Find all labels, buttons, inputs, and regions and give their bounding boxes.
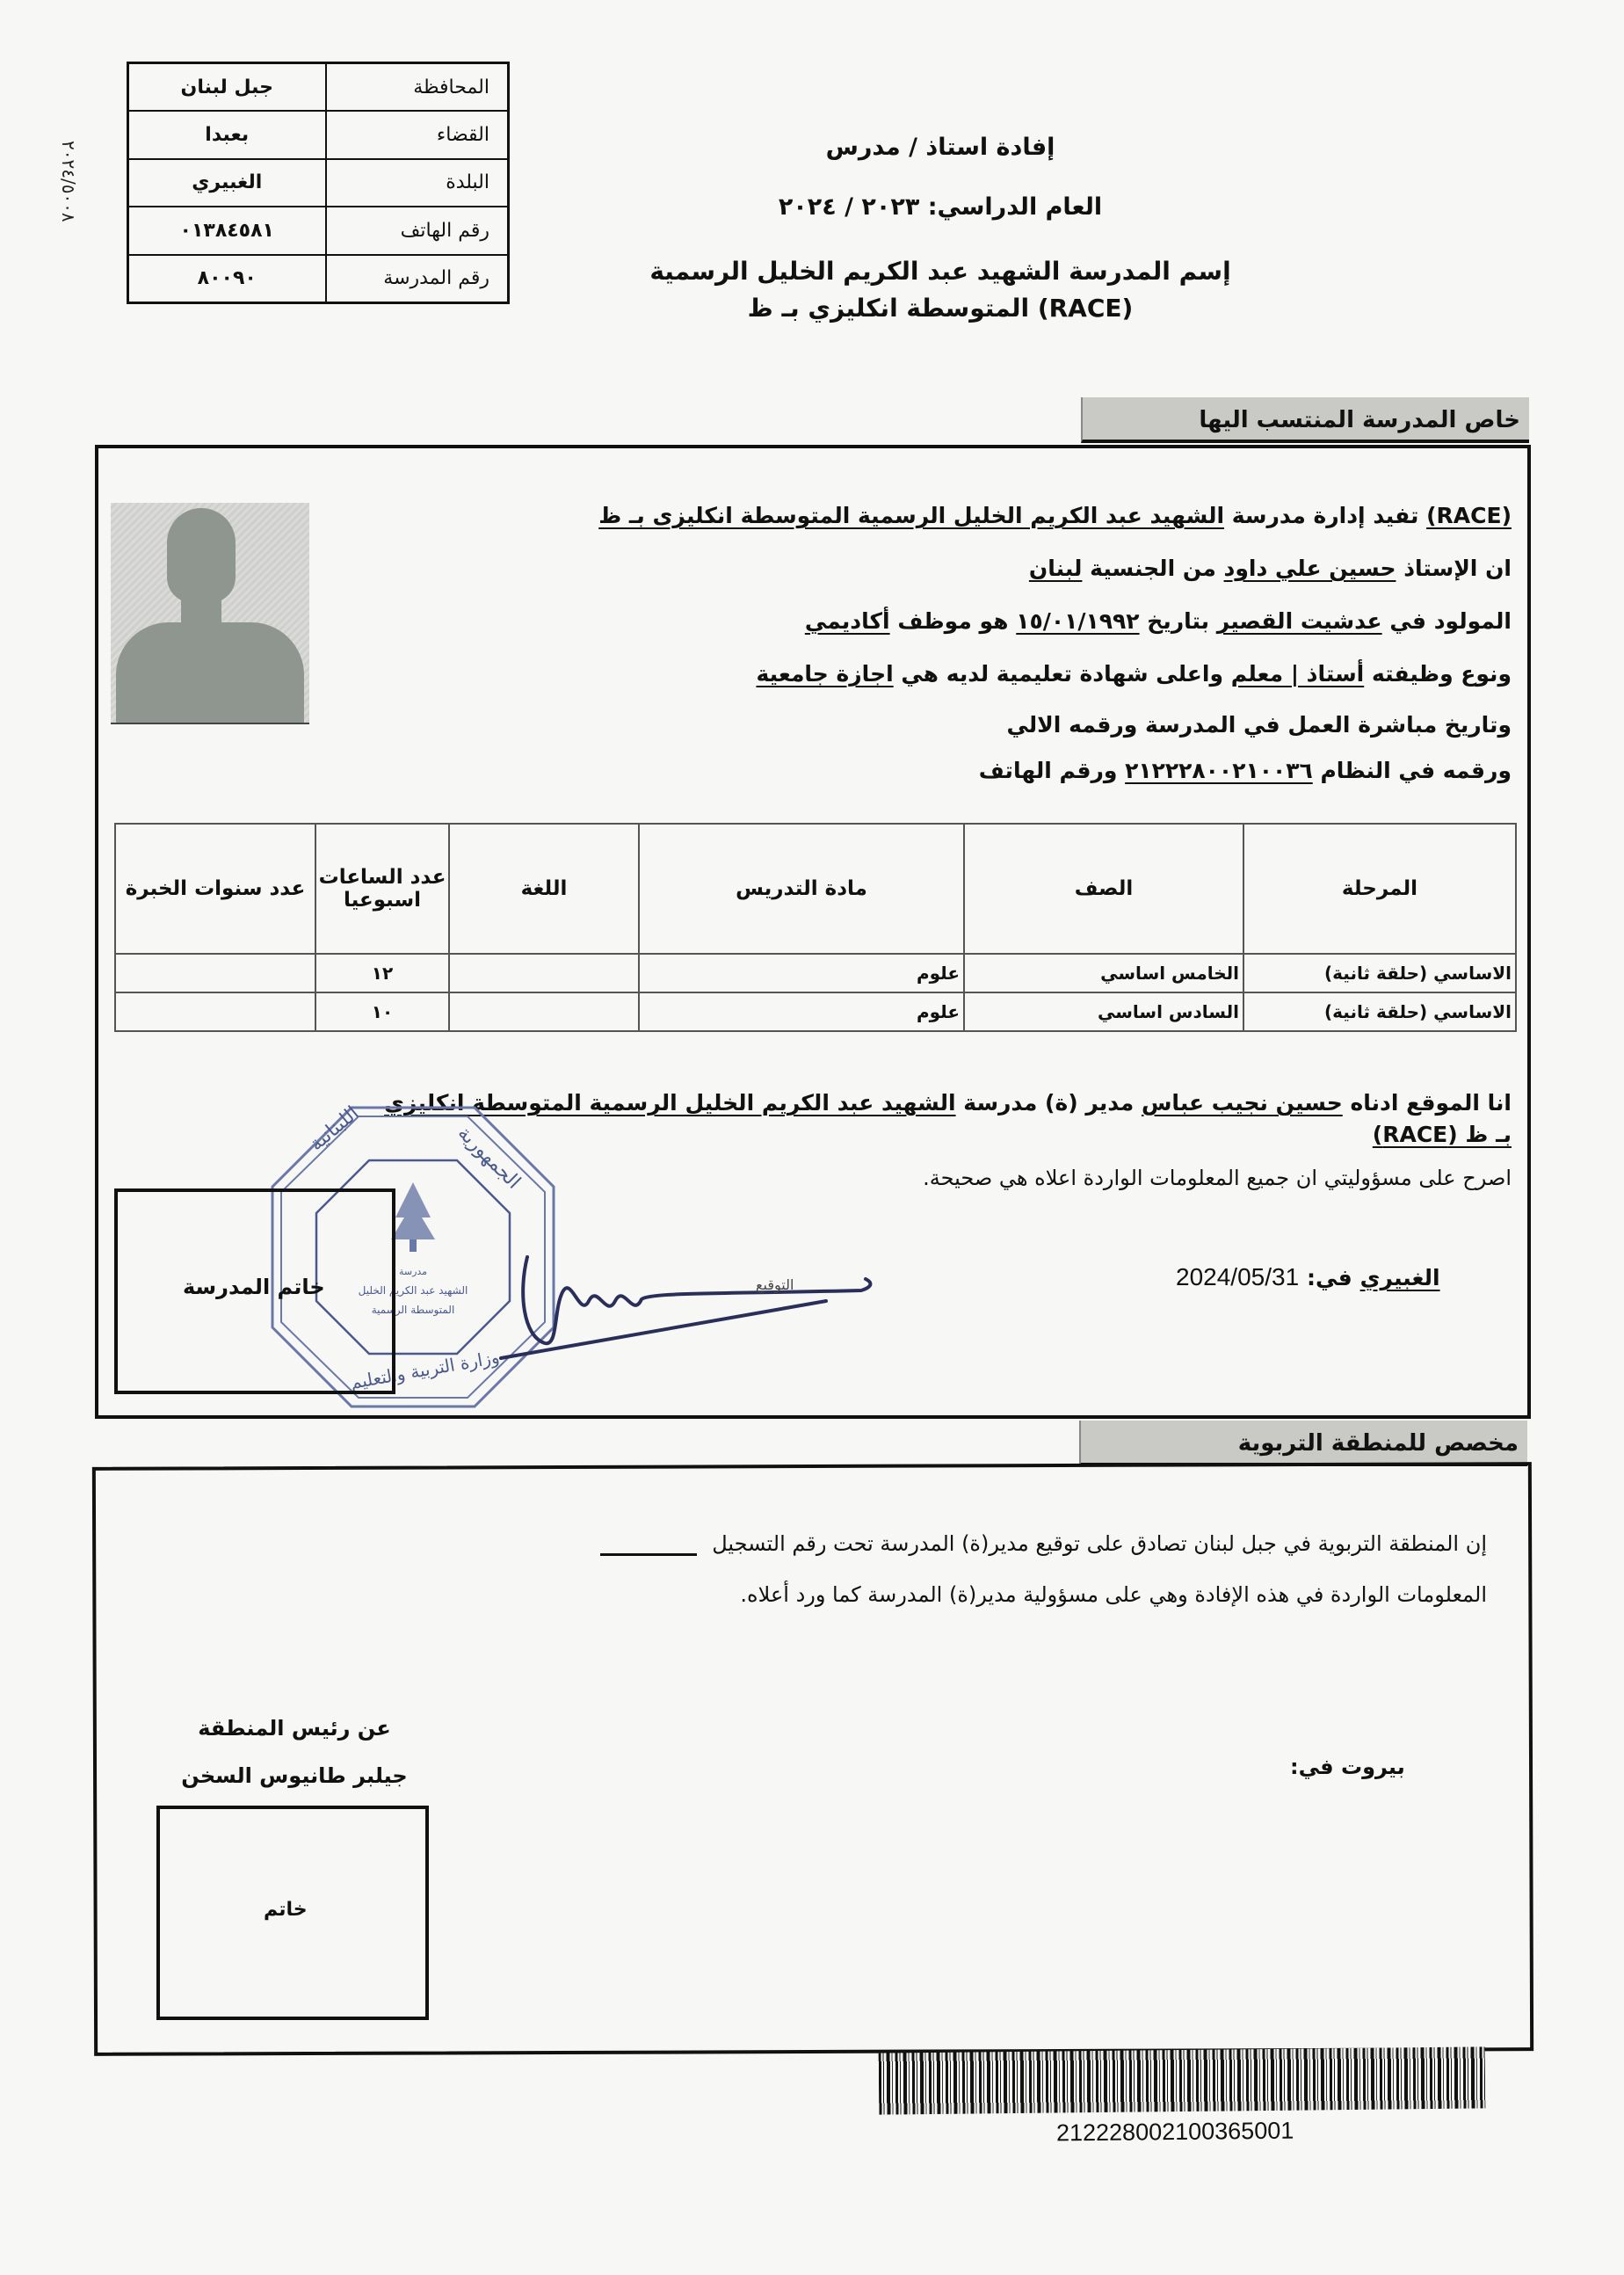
school-name-field: الشهيد عبد الكريم الخليل الرسمية المتوسطة انكليزي (384, 1090, 956, 1116)
school-info-table (127, 62, 510, 304)
column-header: عدد سنوات الخبرة (115, 824, 315, 954)
director-signature-icon (475, 1239, 888, 1363)
nationality-field: لبنان (1028, 556, 1083, 581)
region-place-date-label: بيروت في: (1290, 1755, 1405, 1779)
text: مدير (ة) مدرسة (963, 1090, 1135, 1116)
job-type-field: أستاذ | معلم (1230, 661, 1365, 687)
table-row (115, 992, 1516, 1031)
info-row-governorate (128, 63, 509, 112)
column-header: المرحلة (1243, 824, 1516, 954)
text: تفيد إدارة مدرسة (1231, 503, 1419, 528)
svg-text:الجمهورية: الجمهورية (453, 1122, 525, 1194)
statement-line-3 (805, 608, 1512, 634)
academic-year: العام الدراسي: ٢٠٢٣ / ٢٠٢٤ (778, 193, 1103, 221)
info-label: رقم المدرسة (326, 255, 509, 303)
table-cell: الاساسي (حلقة ثانية) (1243, 954, 1516, 992)
svg-text:وزارة التربية والتعليم: وزارة التربية والتعليم (348, 1346, 501, 1393)
place-field: الغبيري (1359, 1265, 1440, 1290)
table-cell (449, 954, 639, 992)
text: إن المنطقة التربوية في جبل لبنان تصادق على توقيع مدير(ة) المدرسة تحت رقم التسجيل (712, 1531, 1487, 1556)
birth-place-field: عدشيت القصير (1216, 608, 1382, 634)
handwritten-reference: ٢٠٢٤/٥٠٠٨ (58, 141, 79, 222)
info-row-town (128, 159, 509, 207)
section-header-region: مخصص للمنطقة التربوية (1079, 1421, 1527, 1466)
avatar-neck-shape (181, 591, 221, 626)
text: بتاريخ (1147, 608, 1210, 634)
avatar-body-icon (116, 622, 304, 724)
table-cell: السادس اساسي (964, 992, 1243, 1031)
table-cell: علوم (639, 954, 964, 992)
document-title: إفادة استاذ / مدرس (825, 134, 1055, 161)
text: من الجنسية (1090, 556, 1216, 581)
info-row-phone (128, 207, 509, 255)
statement-line-4 (756, 661, 1512, 687)
text: المولود في (1389, 608, 1512, 634)
text: ورقم الهاتف (978, 758, 1118, 783)
school-name-line2: (RACE) المتوسطة انكليزي بـ ظ (747, 294, 1134, 323)
info-row-district (128, 111, 509, 159)
employee-type-field: أكاديمي (804, 608, 890, 634)
column-header: اللغة (449, 824, 639, 954)
declaration-statement: اصرح على مسؤوليتي ان جميع المعلومات الواردة اعلاه هي صحيحة. (923, 1166, 1512, 1190)
table-row (115, 954, 1516, 992)
text: انا الموقع ادناه (1350, 1090, 1512, 1116)
svg-text:المتوسطة الرسمية: المتوسطة الرسمية (371, 1304, 455, 1316)
school-stamp-label: خاتم المدرسة (183, 1275, 325, 1299)
text: ونوع وظيفته (1371, 661, 1512, 687)
system-number-field: ٢١٢٢٢٨٠٠٢١٠٠٣٦ (1125, 758, 1313, 783)
statement-line-6 (979, 758, 1512, 783)
table-cell: ١٢ (315, 954, 449, 992)
place-date (1176, 1262, 1440, 1291)
signature-label: التوقيع (756, 1276, 794, 1293)
column-header: الصف (964, 824, 1243, 954)
info-value: الغبيري (128, 159, 326, 207)
table-cell: الاساسي (حلقة ثانية) (1243, 992, 1516, 1031)
region-head-title: عن رئيس المنطقة (198, 1716, 391, 1741)
region-stamp-label: خاتم (264, 1899, 308, 1921)
info-label: المحافظة (326, 63, 509, 112)
column-header: عدد الساعات اسبوعيا (315, 824, 449, 954)
director-name-field: حسين نجيب عباس (1141, 1090, 1343, 1116)
info-value: بعبدا (128, 111, 326, 159)
school-name-line1: إسم المدرسة الشهيد عبد الكريم الخليل الرسمية (649, 257, 1231, 286)
table-cell: الخامس اساسي (964, 954, 1243, 992)
text: واعلى شهادة تعليمية لديه هي (901, 661, 1223, 687)
info-value: ٠١٣٨٤٥٨١ (128, 207, 326, 255)
statement-line-2 (1029, 556, 1512, 581)
barcode-icon (879, 2046, 1486, 2114)
region-line-2: المعلومات الواردة في هذه الإفادة وهي على مسؤولية مدير(ة) المدرسة كما ورد أعلاه. (740, 1582, 1487, 1607)
info-value: جبل لبنان (128, 63, 326, 112)
info-label: البلدة (326, 159, 509, 207)
svg-text:اللبنانية: اللبنانية (305, 1101, 364, 1156)
race-tag: (RACE) (1426, 503, 1512, 528)
info-value: ٨٠٠٩٠ (128, 255, 326, 303)
table-cell (115, 954, 315, 992)
barcode-number: 212228002100365001 (1055, 2117, 1294, 2147)
teacher-photo-placeholder (111, 503, 309, 724)
declaration-line-2: بـ ظ (RACE) (1372, 1122, 1512, 1147)
date-field: 2024/05/31 (1176, 1263, 1300, 1290)
svg-text:الشهيد عبد الكريم الخليل: الشهيد عبد الكريم الخليل (358, 1284, 468, 1297)
degree-field: اجازة جامعية (756, 661, 894, 687)
teacher-name-field: حسين علي داود (1223, 556, 1396, 581)
text: هو موظف (897, 608, 1009, 634)
region-head-name: جيلبر طانيوس السخن (181, 1763, 408, 1788)
region-line-1 (600, 1531, 1487, 1556)
info-row-school-number (128, 255, 509, 303)
svg-text:مدرسة: مدرسة (398, 1266, 428, 1277)
table-cell (115, 992, 315, 1031)
column-header: مادة التدريس (639, 824, 964, 954)
teaching-assignments-table (114, 823, 1517, 1032)
statement-line-5: وتاريخ مباشرة العمل في المدرسة ورقمه الالي (1006, 712, 1512, 738)
school-name-field: الشهيد عبد الكريم الخليل الرسمية المتوسطة انكليزى بـ ظ (598, 503, 1225, 528)
avatar-head-icon (167, 508, 236, 603)
table-cell: ١٠ (315, 992, 449, 1031)
table-cell (449, 992, 639, 1031)
info-label: القضاء (326, 111, 509, 159)
table-header-row (115, 824, 1516, 954)
statement-line-1 (598, 503, 1512, 528)
text: ورقمه في النظام (1320, 758, 1512, 783)
section-header-school: خاص المدرسة المنتسب اليها (1081, 397, 1529, 443)
table-cell: علوم (639, 992, 964, 1031)
registration-number-blank (600, 1553, 697, 1556)
info-label: رقم الهاتف (326, 207, 509, 255)
birth-date-field: ١٥/٠١/١٩٩٢ (1016, 608, 1140, 634)
text: ان الإستاذ (1403, 556, 1512, 581)
date-label: في: (1307, 1265, 1352, 1290)
